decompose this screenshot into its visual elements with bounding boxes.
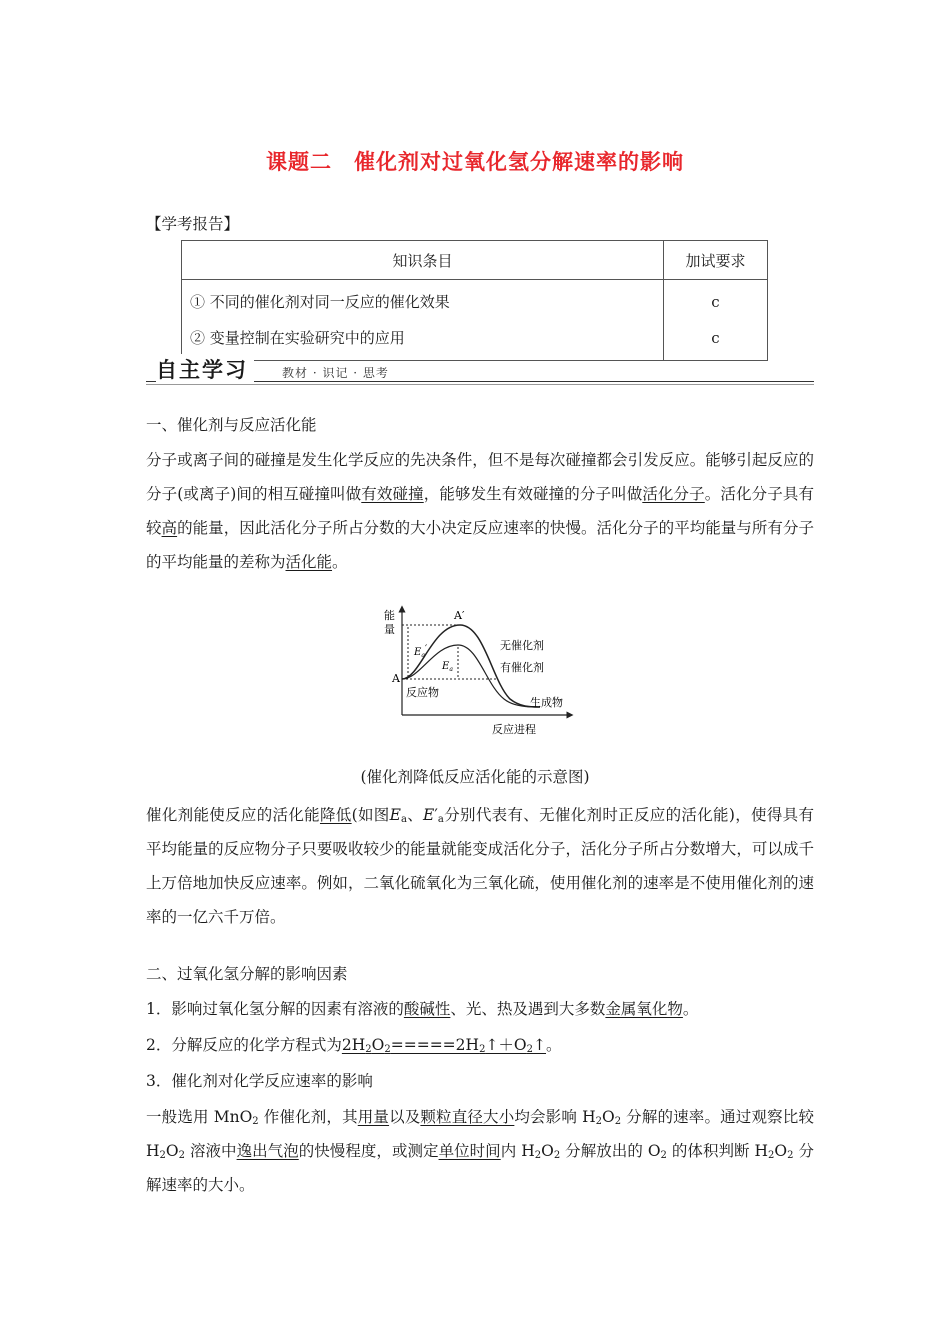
- term-acidity: 酸碱性: [403, 1000, 451, 1018]
- part1-paragraph: 分子或离子间的碰撞是发生化学反应的先决条件，但不是每次碰撞都会引发反应。能够引起反应的分子(或离子)间的相互碰撞叫做有效碰撞，能够发生有效碰撞的分子叫做活化分子。活化分子具有较高的能量，因此活化分子所占分数的大小决定反应速率的快慢。活化分子的平均能量与所有分子的平均能量的差称为活化能。: [146, 451, 814, 571]
- part1-paragraph-2: 催化剂能使反应的活化能降低(如图$E_a$、$E'_a$分别代表有、无催化剂时正反应的活化能)，使得具有平均能量的反应物分子只要吸收较少的能量就能变成活化分子，活化分子所占分数增大，可以成千上万倍地加快反应速率。例如，二氧化硫氧化为三氧化硫，使用催化剂的速率是不使用催化剂的速率的一亿六千万倍。: [146, 806, 814, 926]
- section-subtitle: 教材 · 识记 · 思考: [282, 366, 389, 380]
- requirements-table: [181, 240, 768, 361]
- report-label: 【学考报告】: [146, 215, 240, 233]
- term-activated-molecule: 活化分子: [642, 485, 705, 503]
- part2-heading: 二、过氧化氢分解的影响因素: [146, 965, 348, 983]
- section-bar: [146, 356, 814, 384]
- term-escaping-bubbles: 逸出气泡: [236, 1142, 299, 1160]
- table-item-2: ② 变量控制在实验研究中的应用: [190, 329, 405, 347]
- page-title: 课题二 催化剂对过氧化氢分解速率的影响: [266, 150, 684, 174]
- part1-heading: 一、催化剂与反应活化能: [146, 416, 317, 434]
- term-particle-size: 颗粒直径大小: [420, 1108, 515, 1126]
- table-level-2: c: [711, 329, 720, 347]
- table-level-1: c: [711, 293, 720, 311]
- term-amount: 用量: [357, 1108, 390, 1126]
- table-row: [182, 280, 768, 361]
- ea-prime-label: $E_a'$: [414, 644, 428, 659]
- part2-item-2: 2．分解反应的化学方程式为$2H_2O_2=====2H_2↑+O_2↑$。: [146, 1036, 562, 1055]
- decomposition-equation: $2H_2O_2=====2H_2↑+O_2↑$: [341, 1036, 547, 1055]
- table-header-level: 加试要求: [664, 241, 768, 280]
- table-header-row: [182, 241, 768, 280]
- section-rule-thin: [146, 384, 814, 385]
- uncatalyzed-label: 无催化剂: [500, 639, 544, 652]
- y-axis-label-1: 能: [384, 609, 395, 622]
- start-label: A: [392, 672, 400, 685]
- term-unit-time: 单位时间: [438, 1142, 501, 1160]
- y-axis-label-2: 量: [384, 623, 395, 636]
- part2-item-3-heading: 3．催化剂对化学反应速率的影响: [146, 1072, 373, 1090]
- part2-paragraph: 一般选用 MnO$_2$ 作催化剂，其用量以及颗粒直径大小均会影响 $H_2O_2$ 分解的速率。通过观察比较 $H_2O_2$ 溶液中逸出气泡的快慢程度，或测定单位时间内 $H_2O_2$ 分解放出的 $O_2$ 的体积判断 $H_2O_2$ 分解速率的大小。: [146, 1108, 814, 1194]
- table-header-items: 知识条目: [182, 241, 664, 280]
- table-item-1: ① 不同的催化剂对同一反应的催化效果: [190, 293, 450, 311]
- diagram-caption: (催化剂降低反应活化能的示意图): [360, 768, 590, 786]
- products-label: 生成物: [530, 696, 563, 709]
- activation-energy-diagram: [380, 603, 580, 743]
- part2-item-1: 1．影响过氧化氢分解的因素有溶液的酸碱性、光、热及遇到大多数金属氧化物。: [146, 1000, 699, 1018]
- term-activation-energy: 活化能: [285, 553, 333, 571]
- term-high: 高: [161, 519, 178, 537]
- section-name: 自主学习: [156, 354, 254, 384]
- term-lower: 降低: [319, 806, 352, 824]
- table-items-cell: [182, 280, 664, 361]
- term-effective-collision: 有效碰撞: [361, 485, 424, 503]
- ea-label: $E_a$: [442, 661, 453, 673]
- peak-label: A′: [454, 609, 465, 622]
- term-metal-oxides: 金属氧化物: [605, 1000, 683, 1018]
- catalyzed-label: 有催化剂: [500, 661, 544, 674]
- x-axis-label: 反应进程: [492, 723, 536, 736]
- reactants-label: 反应物: [406, 686, 439, 699]
- table-levels-cell: [664, 280, 768, 361]
